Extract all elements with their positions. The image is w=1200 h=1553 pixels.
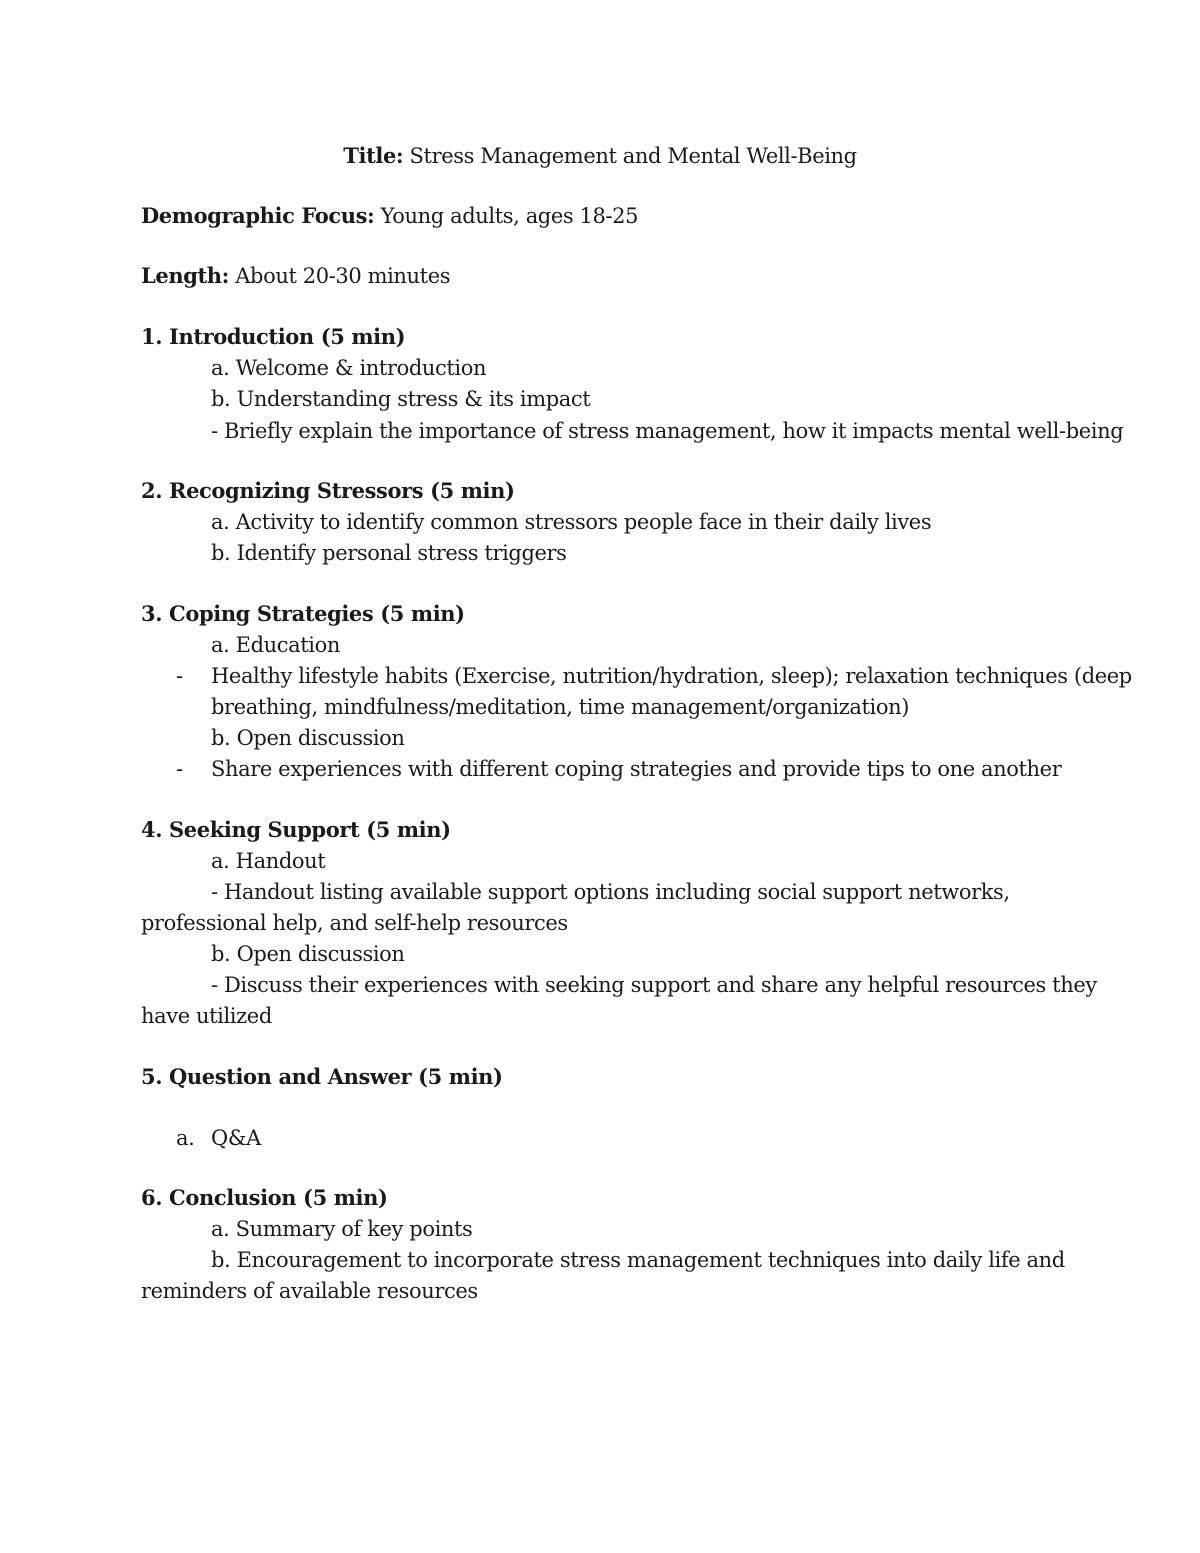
section-3-item: Share experiences with different coping strategies and provide tips to one another	[211, 757, 1062, 781]
length-value: About 20-30 minutes	[235, 264, 451, 288]
section-3-item: b. Open discussion	[211, 726, 405, 750]
title-value: Stress Management and Mental Well-Being	[409, 144, 857, 168]
section-1-item: a. Welcome & introduction	[211, 356, 487, 380]
section-6-item: b. Encouragement to incorporate stress management techniques into daily life and	[211, 1248, 1065, 1272]
length-label: Length:	[141, 263, 229, 288]
section-4-item: professional help, and self-help resources	[141, 911, 568, 935]
length-line	[141, 262, 450, 290]
section-6-item: reminders of available resources	[141, 1279, 478, 1303]
document-title	[0, 142, 1200, 170]
section-4-item: - Handout listing available support options including social support networks,	[211, 880, 1010, 904]
section-2-heading: 2. Recognizing Stressors (5 min)	[141, 478, 515, 503]
section-3-bullet: -	[176, 757, 184, 781]
section-4-heading: 4. Seeking Support (5 min)	[141, 817, 451, 842]
section-5-heading: 5. Question and Answer (5 min)	[141, 1064, 503, 1089]
section-1-item: - Briefly explain the importance of stress management, how it impacts mental well-being	[211, 419, 1124, 443]
section-4-item: a. Handout	[211, 849, 326, 873]
demographic-value: Young adults, ages 18-25	[380, 204, 639, 228]
section-3-item: Healthy lifestyle habits (Exercise, nutrition/hydration, sleep); relaxation techniques (deep	[211, 664, 1132, 688]
section-6-heading: 6. Conclusion (5 min)	[141, 1185, 388, 1210]
section-4-item: have utilized	[141, 1004, 272, 1028]
section-3-item: a. Education	[211, 633, 340, 657]
section-3-heading: 3. Coping Strategies (5 min)	[141, 601, 465, 626]
section-3-bullet: -	[176, 664, 184, 688]
section-1-heading: 1. Introduction (5 min)	[141, 324, 406, 349]
section-4-item: - Discuss their experiences with seeking support and share any helpful resources they	[211, 973, 1097, 997]
demographic-line	[141, 202, 638, 230]
section-3-item: breathing, mindfulness/meditation, time management/organization)	[211, 695, 910, 719]
section-2-item: a. Activity to identify common stressors people face in their daily lives	[211, 510, 932, 534]
title-label: Title:	[343, 143, 404, 168]
section-6-item: a. Summary of key points	[211, 1217, 473, 1241]
demographic-label: Demographic Focus:	[141, 203, 375, 228]
section-4-item: b. Open discussion	[211, 942, 405, 966]
section-5-marker: a.	[176, 1126, 195, 1150]
section-5-item: Q&A	[211, 1126, 261, 1150]
section-2-item: b. Identify personal stress triggers	[211, 541, 567, 565]
section-1-item: b. Understanding stress & its impact	[211, 387, 591, 411]
